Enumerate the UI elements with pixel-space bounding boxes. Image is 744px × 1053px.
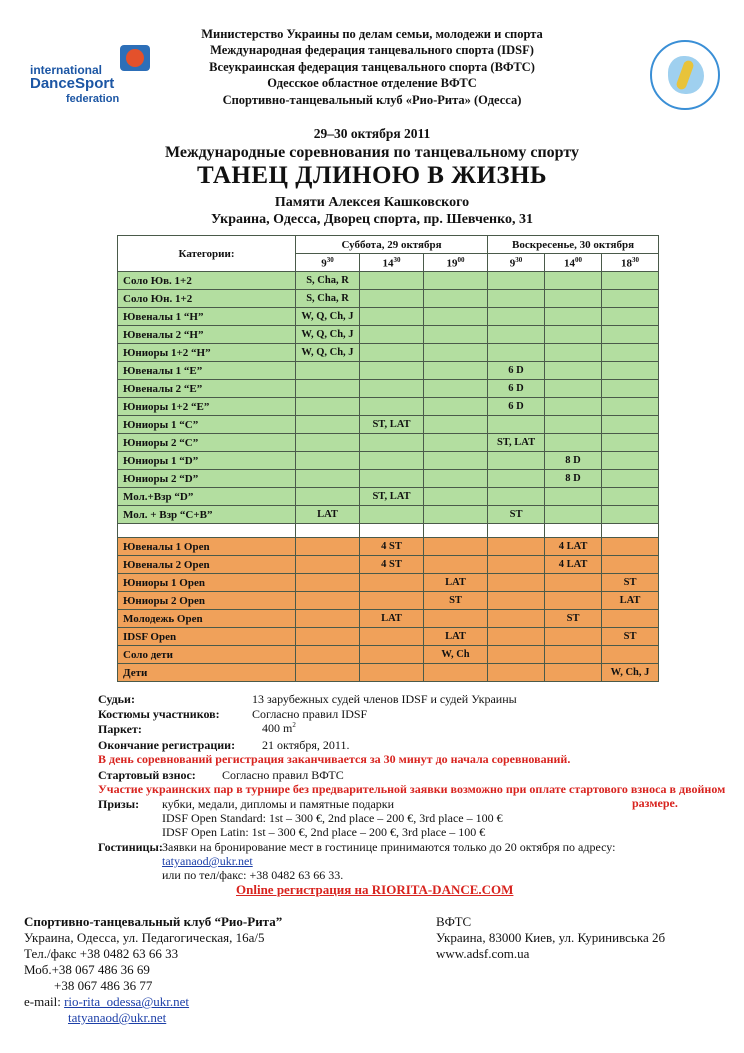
schedule-row (118, 434, 659, 452)
prize-latin: IDSF Open Latin: 1st – 300 €, 2nd place – 200 €, 3rd place – 100 € (162, 825, 486, 839)
schedule-cell (602, 538, 659, 556)
schedule-cell (360, 470, 424, 488)
schedule-cell (296, 556, 360, 574)
schedule-cell (602, 272, 659, 290)
category-name: IDSF Open (118, 628, 296, 646)
separator-cell (296, 524, 360, 538)
prizes-value: кубки, медали, дипломы и памятные подарки (162, 797, 395, 811)
schedule-cell: 6 D (488, 398, 545, 416)
schedule-cell (360, 628, 424, 646)
categories-header: Категории: (118, 236, 296, 272)
time-hour: 9 (321, 257, 327, 270)
schedule-cell (545, 574, 602, 592)
floor-value (262, 721, 296, 736)
category-name: Ювеналы 2 Open (118, 556, 296, 574)
schedule-cell (488, 470, 545, 488)
schedule-cell (424, 272, 488, 290)
event-dates: 29–30 октября 2011 (313, 126, 431, 141)
schedule-cell (296, 470, 360, 488)
schedule-cell (296, 362, 360, 380)
schedule-cell (296, 398, 360, 416)
schedule-cell (602, 506, 659, 524)
separator-cell (488, 524, 545, 538)
schedule-cell (424, 538, 488, 556)
schedule-cell: ST (602, 574, 659, 592)
schedule-cell (602, 416, 659, 434)
hotels-label: Гостиницы: (98, 840, 163, 854)
schedule-cell (424, 308, 488, 326)
schedule-cell (602, 610, 659, 628)
schedule-cell (545, 344, 602, 362)
time-hour: 14 (564, 257, 576, 270)
schedule-cell (545, 272, 602, 290)
club-phone: Тел./факс +38 0482 63 66 33 (24, 946, 179, 961)
time-header (488, 254, 545, 272)
schedule-cell (296, 452, 360, 470)
schedule-cell (296, 664, 360, 682)
schedule-cell (602, 452, 659, 470)
schedule-cell (545, 380, 602, 398)
schedule-cell: S, Cha, R (296, 290, 360, 308)
vfts-name: ВФТС (436, 914, 472, 929)
time-minutes: 00 (457, 255, 465, 264)
separator-cell (360, 524, 424, 538)
schedule-cell: W, Ch, J (602, 664, 659, 682)
floor-area: 400 m (262, 721, 293, 735)
category-name: Мол.+Взр “D” (118, 488, 296, 506)
category-name: Ювеналы 2 “E” (118, 380, 296, 398)
schedule-cell: 8 D (545, 470, 602, 488)
logo-line-2: DanceSport (30, 75, 115, 92)
schedule-cell: LAT (424, 574, 488, 592)
schedule-cell: ST (424, 592, 488, 610)
schedule-cell (488, 290, 545, 308)
schedule-cell (545, 628, 602, 646)
schedule-cell (424, 452, 488, 470)
club-email-row-2 (24, 1010, 344, 1026)
event-title: ТАНЕЦ ДЛИНОЮ В ЖИЗНЬ (196, 162, 548, 189)
header-line: Одесское областное отделение ВФТС (267, 76, 477, 91)
schedule-row (118, 488, 659, 506)
ukrainian-pairs-note-end: размере. (632, 796, 678, 810)
schedule-row (118, 556, 659, 574)
category-name: Дети (118, 664, 296, 682)
ukrainian-pairs-note: Участие украинских пар в турнире без предварительной заявки возможно при оплате стартового взноса в двойном (98, 782, 726, 796)
schedule-table (117, 235, 659, 682)
schedule-cell (602, 398, 659, 416)
schedule-cell: 4 ST (360, 538, 424, 556)
time-header (602, 254, 659, 272)
registration-note: В день соревнований регистрация заканчивается за 30 минут до начала соревнований. (98, 752, 571, 766)
organizers-header (150, 26, 594, 108)
vfts-emblem-icon (650, 40, 720, 110)
club-name: Спортивно-танцевальный клуб “Рио-Рита” (24, 914, 283, 929)
time-hour: 14 (382, 257, 394, 270)
schedule-cell: W, Q, Ch, J (296, 308, 360, 326)
schedule-cell (360, 326, 424, 344)
schedule-cell (488, 628, 545, 646)
time-hour: 9 (509, 257, 516, 270)
header-line: Всеукраинская федерация танцевального спорта (ВФТС) (209, 59, 535, 74)
schedule-cell (424, 290, 488, 308)
schedule-cell (296, 488, 360, 506)
schedule-cell (424, 488, 488, 506)
schedule-cell (545, 308, 602, 326)
footer-vfts (436, 914, 726, 962)
online-registration-link[interactable]: Online регистрация на RIORITA-DANCE.COM (236, 882, 514, 897)
schedule-row (118, 326, 659, 344)
schedule-cell (296, 646, 360, 664)
schedule-cell (488, 538, 545, 556)
schedule-cell (488, 488, 545, 506)
prize-standard: IDSF Open Standard: 1st – 300 €, 2nd place – 200 €, 3rd place – 100 € (162, 811, 503, 825)
schedule-cell (545, 416, 602, 434)
schedule-row (118, 272, 659, 290)
time-header (296, 254, 360, 272)
schedule-row (118, 380, 659, 398)
schedule-cell (545, 592, 602, 610)
schedule-cell (488, 272, 545, 290)
schedule-cell (296, 610, 360, 628)
schedule-cell: ST, LAT (360, 416, 424, 434)
club-mobile-1: Моб.+38 067 486 36 69 (24, 962, 150, 977)
separator-cell (118, 524, 296, 538)
reg-end-value: 21 октября, 2011. (262, 738, 350, 752)
schedule-cell (360, 664, 424, 682)
event-subtitle: Международные соревнования по танцевальному спорту (164, 144, 580, 161)
schedule-cell: 6 D (488, 380, 545, 398)
schedule-row (118, 344, 659, 362)
schedule-cell (360, 380, 424, 398)
schedule-cell (488, 574, 545, 592)
schedule-cell (545, 362, 602, 380)
schedule-cell: W, Ch (424, 646, 488, 664)
schedule-cell (360, 452, 424, 470)
fee-value: Согласно правил ВФТС (222, 768, 344, 782)
schedule-row (118, 398, 659, 416)
judges-label: Судьи: (98, 692, 135, 706)
schedule-cell (424, 434, 488, 452)
schedule-cell (296, 628, 360, 646)
schedule-cell: 4 ST (360, 556, 424, 574)
schedule-cell (424, 398, 488, 416)
category-name: Соло Юв. 1+2 (118, 272, 296, 290)
schedule-cell (602, 344, 659, 362)
schedule-cell (545, 290, 602, 308)
schedule-cell (545, 326, 602, 344)
schedule-cell (488, 664, 545, 682)
schedule-cell (488, 308, 545, 326)
schedule-cell (602, 362, 659, 380)
schedule-cell (602, 646, 659, 664)
schedule-cell (296, 434, 360, 452)
schedule-row (118, 664, 659, 682)
floor-unit-sup: 2 (292, 721, 296, 729)
schedule-cell: 8 D (545, 452, 602, 470)
vfts-address: Украина, 83000 Киев, ул. Куринивська 2б (436, 930, 666, 945)
schedule-cell: S, Cha, R (296, 272, 360, 290)
header-line: Международная федерация танцевального спорта (IDSF) (210, 43, 534, 58)
vfts-website: www.adsf.com.ua (436, 946, 530, 961)
schedule-cell (602, 290, 659, 308)
time-minutes: 30 (393, 255, 401, 264)
schedule-cell (360, 362, 424, 380)
category-name: Юниоры 1+2 “E” (118, 398, 296, 416)
schedule-row (118, 452, 659, 470)
schedule-cell (488, 646, 545, 664)
reg-end-label: Окончание регистрации: (98, 738, 236, 752)
costumes-label: Костюмы участников: (98, 707, 220, 721)
section-separator (118, 524, 659, 538)
schedule-cell: W, Q, Ch, J (296, 344, 360, 362)
hotels-phone: или по тел/факс: +38 0482 63 66 33. (162, 868, 344, 882)
schedule-cell: W, Q, Ch, J (296, 326, 360, 344)
schedule-cell (296, 380, 360, 398)
schedule-cell (424, 380, 488, 398)
judges-value: 13 зарубежных судей членов IDSF и судей Украины (252, 692, 517, 706)
time-hour: 18 (621, 257, 633, 270)
schedule-cell: LAT (424, 628, 488, 646)
schedule-cell: ST (545, 610, 602, 628)
schedule-cell (296, 538, 360, 556)
logo-line-1: international (30, 63, 103, 77)
schedule-row (118, 592, 659, 610)
schedule-cell (424, 326, 488, 344)
email-label: e-mail: (24, 994, 61, 1009)
schedule-cell (424, 506, 488, 524)
category-name: Ювеналы 1 Open (118, 538, 296, 556)
time-minutes: 30 (515, 255, 523, 264)
category-name: Мол. + Взр “C+B” (118, 506, 296, 524)
schedule-row (118, 538, 659, 556)
category-name: Юниоры 2 “D” (118, 470, 296, 488)
category-name: Ювеналы 1 “H” (118, 308, 296, 326)
time-header (360, 254, 424, 272)
category-name: Ювеналы 1 “E” (118, 362, 296, 380)
category-name: Юниоры 1+2 “H” (118, 344, 296, 362)
schedule-cell: LAT (296, 506, 360, 524)
schedule-cell (602, 470, 659, 488)
club-email-link[interactable]: rio-rita_odessa@ukr.net (64, 994, 190, 1009)
schedule-cell (424, 362, 488, 380)
time-minutes: 30 (632, 255, 640, 264)
time-minutes: 00 (575, 255, 583, 264)
schedule-cell (360, 308, 424, 326)
schedule-cell: ST (602, 628, 659, 646)
schedule-row (118, 628, 659, 646)
schedule-cell (545, 434, 602, 452)
schedule-cell: LAT (360, 610, 424, 628)
schedule-row (118, 290, 659, 308)
hotels-value: Заявки на бронирование мест в гостинице принимаются только до 20 октября по адресу: (162, 840, 616, 854)
schedule-cell (360, 574, 424, 592)
schedule-cell (545, 646, 602, 664)
schedule-cell (296, 592, 360, 610)
schedule-row (118, 416, 659, 434)
category-name: Юниоры 1 Open (118, 574, 296, 592)
time-header (424, 254, 488, 272)
separator-cell (424, 524, 488, 538)
schedule-cell: 6 D (488, 362, 545, 380)
schedule-cell (602, 488, 659, 506)
schedule-cell (488, 556, 545, 574)
schedule-row (118, 646, 659, 664)
schedule-cell (360, 506, 424, 524)
category-name: Соло Юн. 1+2 (118, 290, 296, 308)
schedule-cell (488, 416, 545, 434)
separator-cell (545, 524, 602, 538)
schedule-cell: ST (488, 506, 545, 524)
schedule-cell (360, 344, 424, 362)
schedule-row (118, 574, 659, 592)
event-venue: Украина, Одесса, Дворец спорта, пр. Шевченко, 31 (211, 212, 533, 227)
category-name: Юниоры 2 “C” (118, 434, 296, 452)
schedule-cell (424, 556, 488, 574)
schedule-row (118, 610, 659, 628)
schedule-cell: 4 LAT (545, 556, 602, 574)
schedule-cell: ST, LAT (360, 488, 424, 506)
header-line: Министерство Украины по делам семьи, молодежи и спорта (201, 27, 543, 41)
schedule-cell: LAT (602, 592, 659, 610)
schedule-cell (360, 272, 424, 290)
category-name: Юниоры 1 “C” (118, 416, 296, 434)
event-memory: Памяти Алексея Кашковского (274, 195, 470, 210)
footer-club (24, 914, 344, 1026)
schedule-cell (545, 506, 602, 524)
logo-line-3: federation (66, 93, 120, 105)
dancer-icon (120, 45, 150, 71)
floor-label: Паркет: (98, 722, 142, 736)
schedule-cell (424, 470, 488, 488)
category-name: Юниоры 2 Open (118, 592, 296, 610)
club-email-row (24, 994, 344, 1010)
schedule-cell (360, 592, 424, 610)
separator-cell (602, 524, 659, 538)
club-email-link-2[interactable]: tatyanaod@ukr.net (68, 1010, 167, 1025)
schedule-cell (424, 610, 488, 628)
prizes-label: Призы: (98, 797, 140, 811)
schedule-cell: 4 LAT (545, 538, 602, 556)
schedule-cell (360, 434, 424, 452)
schedule-cell (424, 416, 488, 434)
time-minutes: 30 (326, 255, 334, 264)
category-name: Ювеналы 2 “H” (118, 326, 296, 344)
schedule-cell (360, 290, 424, 308)
schedule-cell (360, 398, 424, 416)
schedule-cell (296, 416, 360, 434)
schedule-cell (488, 344, 545, 362)
schedule-cell (424, 344, 488, 362)
day-saturday: Суббота, 29 октября (296, 236, 488, 254)
schedule-cell (545, 664, 602, 682)
fee-label: Стартовый взнос: (98, 768, 196, 782)
schedule-cell (488, 610, 545, 628)
schedule-cell (545, 488, 602, 506)
schedule-cell (488, 452, 545, 470)
schedule-row (118, 470, 659, 488)
time-hour: 19 (446, 257, 458, 270)
schedule-cell (602, 308, 659, 326)
schedule-cell (296, 574, 360, 592)
schedule-cell (602, 556, 659, 574)
schedule-row (118, 506, 659, 524)
schedule-cell (488, 326, 545, 344)
schedule-row (118, 362, 659, 380)
schedule-cell (602, 380, 659, 398)
schedule-cell (424, 664, 488, 682)
schedule-row (118, 308, 659, 326)
category-name: Молодежь Open (118, 610, 296, 628)
costumes-value: Согласно правил IDSF (252, 707, 368, 721)
schedule-cell (488, 592, 545, 610)
schedule-cell (602, 326, 659, 344)
club-mobile-2: +38 067 486 36 77 (54, 978, 153, 993)
schedule-cell: ST, LAT (488, 434, 545, 452)
category-name: Соло дети (118, 646, 296, 664)
hotels-email-link[interactable]: tatyanaod@ukr.net (162, 854, 253, 868)
day-sunday: Воскресенье, 30 октября (488, 236, 659, 254)
schedule-cell (602, 434, 659, 452)
category-name: Юниоры 1 “D” (118, 452, 296, 470)
schedule-cell (360, 646, 424, 664)
header-line: Спортивно-танцевальный клуб «Рио-Рита» (Одесса) (222, 92, 522, 107)
time-header (545, 254, 602, 272)
club-address: Украина, Одесса, ул. Педагогическая, 16а/5 (24, 930, 265, 945)
schedule-cell (545, 398, 602, 416)
